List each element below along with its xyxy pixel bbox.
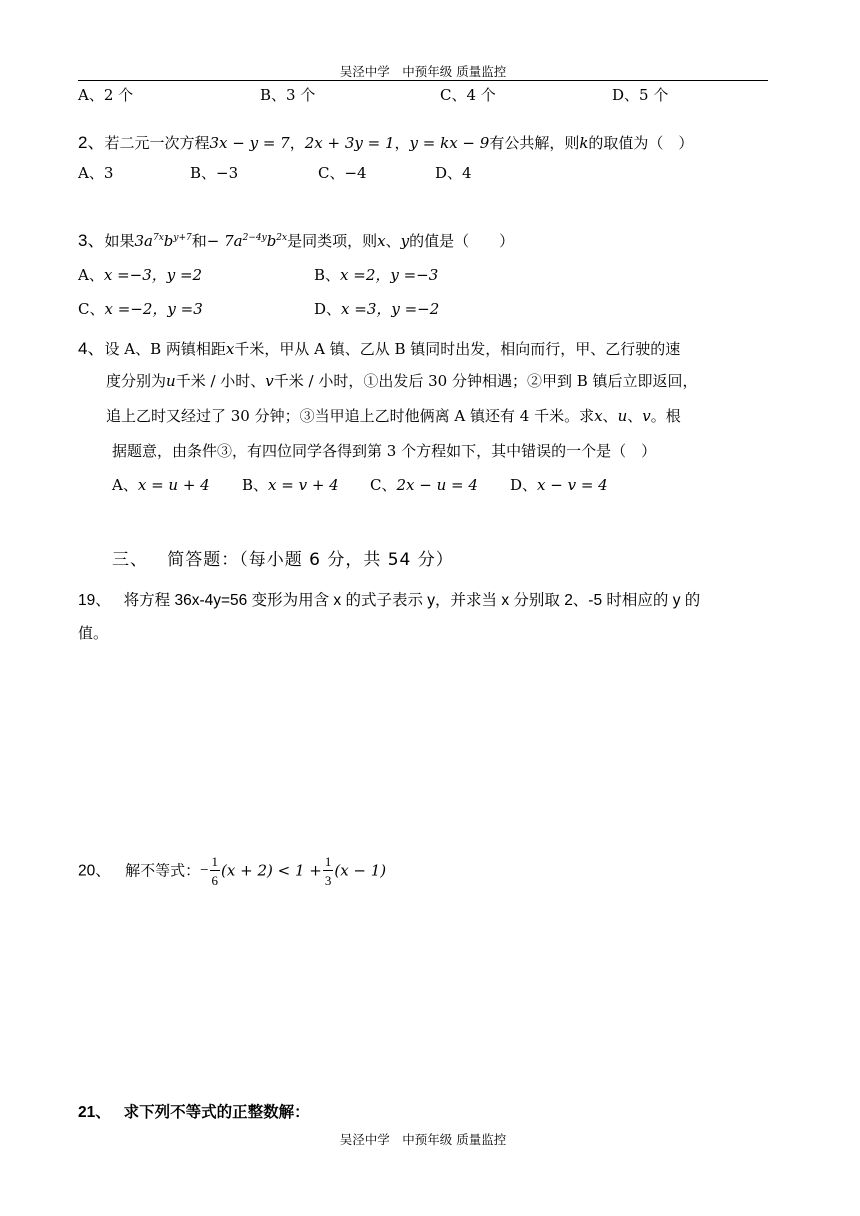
fraction-numerator: 1 xyxy=(211,854,219,869)
term: b xyxy=(266,232,277,250)
question-text: 求下列不等式的正整数解： xyxy=(123,1104,310,1121)
question-text: 追上乙时又经过了 30 分钟；③当甲追上乙时他俩离 A 镇还有 4 千米。求 xyxy=(106,407,595,425)
question-2 xyxy=(78,128,693,153)
question-19-line-2: 值。 xyxy=(78,624,109,642)
question-text: 将方程 36x-4y=56 变形为用含 x 的式子表示 y，并求当 x 分别取 2、-5 时相应的 y 的 xyxy=(123,592,701,609)
q3-option-d xyxy=(314,298,439,319)
variable: x xyxy=(594,407,603,425)
q2-option-b: B、−3 xyxy=(190,164,239,182)
question-text: 有公共解，则 xyxy=(489,134,580,152)
option-value: x =3，y =−2 xyxy=(341,300,440,318)
question-4-line-1 xyxy=(78,334,680,359)
q1-option-c: C、4 个 xyxy=(440,86,496,104)
q3-option-a xyxy=(78,264,202,285)
option-label: C、 xyxy=(78,300,105,318)
question-text: 的取值为（ ） xyxy=(588,134,694,152)
option-value: x =−3，y =2 xyxy=(103,266,203,284)
variable: x xyxy=(377,232,386,250)
question-number: 4、 xyxy=(78,339,105,358)
question-19 xyxy=(78,588,700,610)
question-number: 3、 xyxy=(78,231,105,250)
option-label: A、 xyxy=(112,476,138,494)
fraction-one-third xyxy=(323,855,334,887)
separator: ， xyxy=(394,134,410,152)
q2-option-d: D、4 xyxy=(435,164,472,182)
term: − 7a xyxy=(206,232,243,250)
question-text: 和 xyxy=(191,232,207,250)
question-text: 是同类项，则 xyxy=(287,232,378,250)
option-label: D、 xyxy=(510,476,538,494)
option-value: x = u + 4 xyxy=(137,476,210,494)
question-text: 解不等式： xyxy=(125,861,201,880)
section-heading: 简答题：（每小题 6 分，共 54 分） xyxy=(167,550,454,570)
question-text: 千米 / 小时，①出发后 30 分钟相遇；②甲到 B 镇后立即返回， xyxy=(273,372,698,390)
question-text: 度分别为 xyxy=(106,372,167,390)
question-number: 19、 xyxy=(78,592,111,609)
fraction-denominator: 6 xyxy=(211,873,219,888)
option-label: B、 xyxy=(314,266,341,284)
section-title xyxy=(112,545,454,570)
question-text: 千米，甲从 A 镇、乙从 B 镇同时出发，相向而行，甲、乙行驶的速 xyxy=(234,340,681,358)
question-number: 2、 xyxy=(78,133,105,152)
fraction-denominator: 3 xyxy=(324,873,332,888)
option-value: 2x − u = 4 xyxy=(396,476,478,494)
question-3 xyxy=(78,226,514,251)
option-label: B、 xyxy=(242,476,269,494)
option-value: x = v + 4 xyxy=(268,476,339,494)
q4-option-c xyxy=(370,474,478,495)
separator: 、 xyxy=(602,407,618,425)
exponent: y+7 xyxy=(173,233,192,243)
inequality-part: (x − 1) xyxy=(334,861,387,880)
question-number: 21、 xyxy=(78,1104,111,1121)
section-number: 三、 xyxy=(112,550,148,570)
question-number: 20、 xyxy=(78,862,111,880)
question-text: 如果 xyxy=(104,232,135,250)
page-footer: 吴泾中学 中预年级 质量监控 xyxy=(339,1132,507,1147)
minus-sign: − xyxy=(200,862,209,879)
question-4-line-2 xyxy=(106,370,698,391)
term: b xyxy=(163,232,174,250)
question-4-line-3 xyxy=(106,405,681,426)
variable: u xyxy=(617,407,628,425)
equation: 3x − y = 7 xyxy=(209,134,290,152)
question-20 xyxy=(78,855,386,887)
question-text: 的值是（ ） xyxy=(409,232,515,250)
option-label: D、 xyxy=(314,300,342,318)
separator: 、 xyxy=(627,407,643,425)
option-label: A、 xyxy=(78,266,104,284)
q1-option-b: B、3 个 xyxy=(260,86,316,104)
variable: k xyxy=(579,134,589,152)
q4-option-d xyxy=(510,474,608,495)
q4-option-b xyxy=(242,474,339,495)
question-text: 若二元一次方程 xyxy=(104,134,210,152)
option-value: x − v = 4 xyxy=(537,476,608,494)
page-header: 吴泾中学 中预年级 质量监控 xyxy=(78,62,768,81)
question-21 xyxy=(78,1100,310,1122)
option-value: x =−2，y =3 xyxy=(104,300,203,318)
term: 3a xyxy=(134,232,153,250)
inequality-part: (x + 2) < 1 + xyxy=(221,861,322,880)
question-4-line-4: 据题意，由条件③，有四位同学各得到第 3 个方程如下，其中错误的一个是（ ） xyxy=(112,442,657,460)
q4-option-a xyxy=(112,474,210,495)
q2-option-c: C、−4 xyxy=(318,164,367,182)
option-label: C、 xyxy=(370,476,397,494)
variable: y xyxy=(400,232,410,250)
fraction-one-sixth xyxy=(210,855,221,887)
exponent: 2−4y xyxy=(242,233,267,243)
q2-option-a: A、3 xyxy=(78,164,114,182)
exponent: 7x xyxy=(152,233,164,243)
equation: y = kx − 9 xyxy=(409,134,490,152)
q3-option-b xyxy=(314,264,438,285)
variable: v xyxy=(265,372,274,390)
separator: 、 xyxy=(385,232,401,250)
equation: 2x + 3y = 1 xyxy=(304,134,395,152)
question-text: 千米 / 小时、 xyxy=(175,372,266,390)
variable: x xyxy=(225,340,235,358)
q3-option-c xyxy=(78,298,203,319)
variable: v xyxy=(642,407,651,425)
question-text: 设 A、B 两镇相距 xyxy=(104,340,226,358)
option-value: x =2，y =−3 xyxy=(340,266,439,284)
separator: ， xyxy=(289,134,305,152)
fraction-numerator: 1 xyxy=(324,854,332,869)
question-text: 。根 xyxy=(650,407,681,425)
q1-option-a: A、2 个 xyxy=(78,86,134,104)
exponent: 2x xyxy=(276,233,288,243)
variable: u xyxy=(166,372,176,390)
q1-option-d: D、5 个 xyxy=(612,86,669,104)
